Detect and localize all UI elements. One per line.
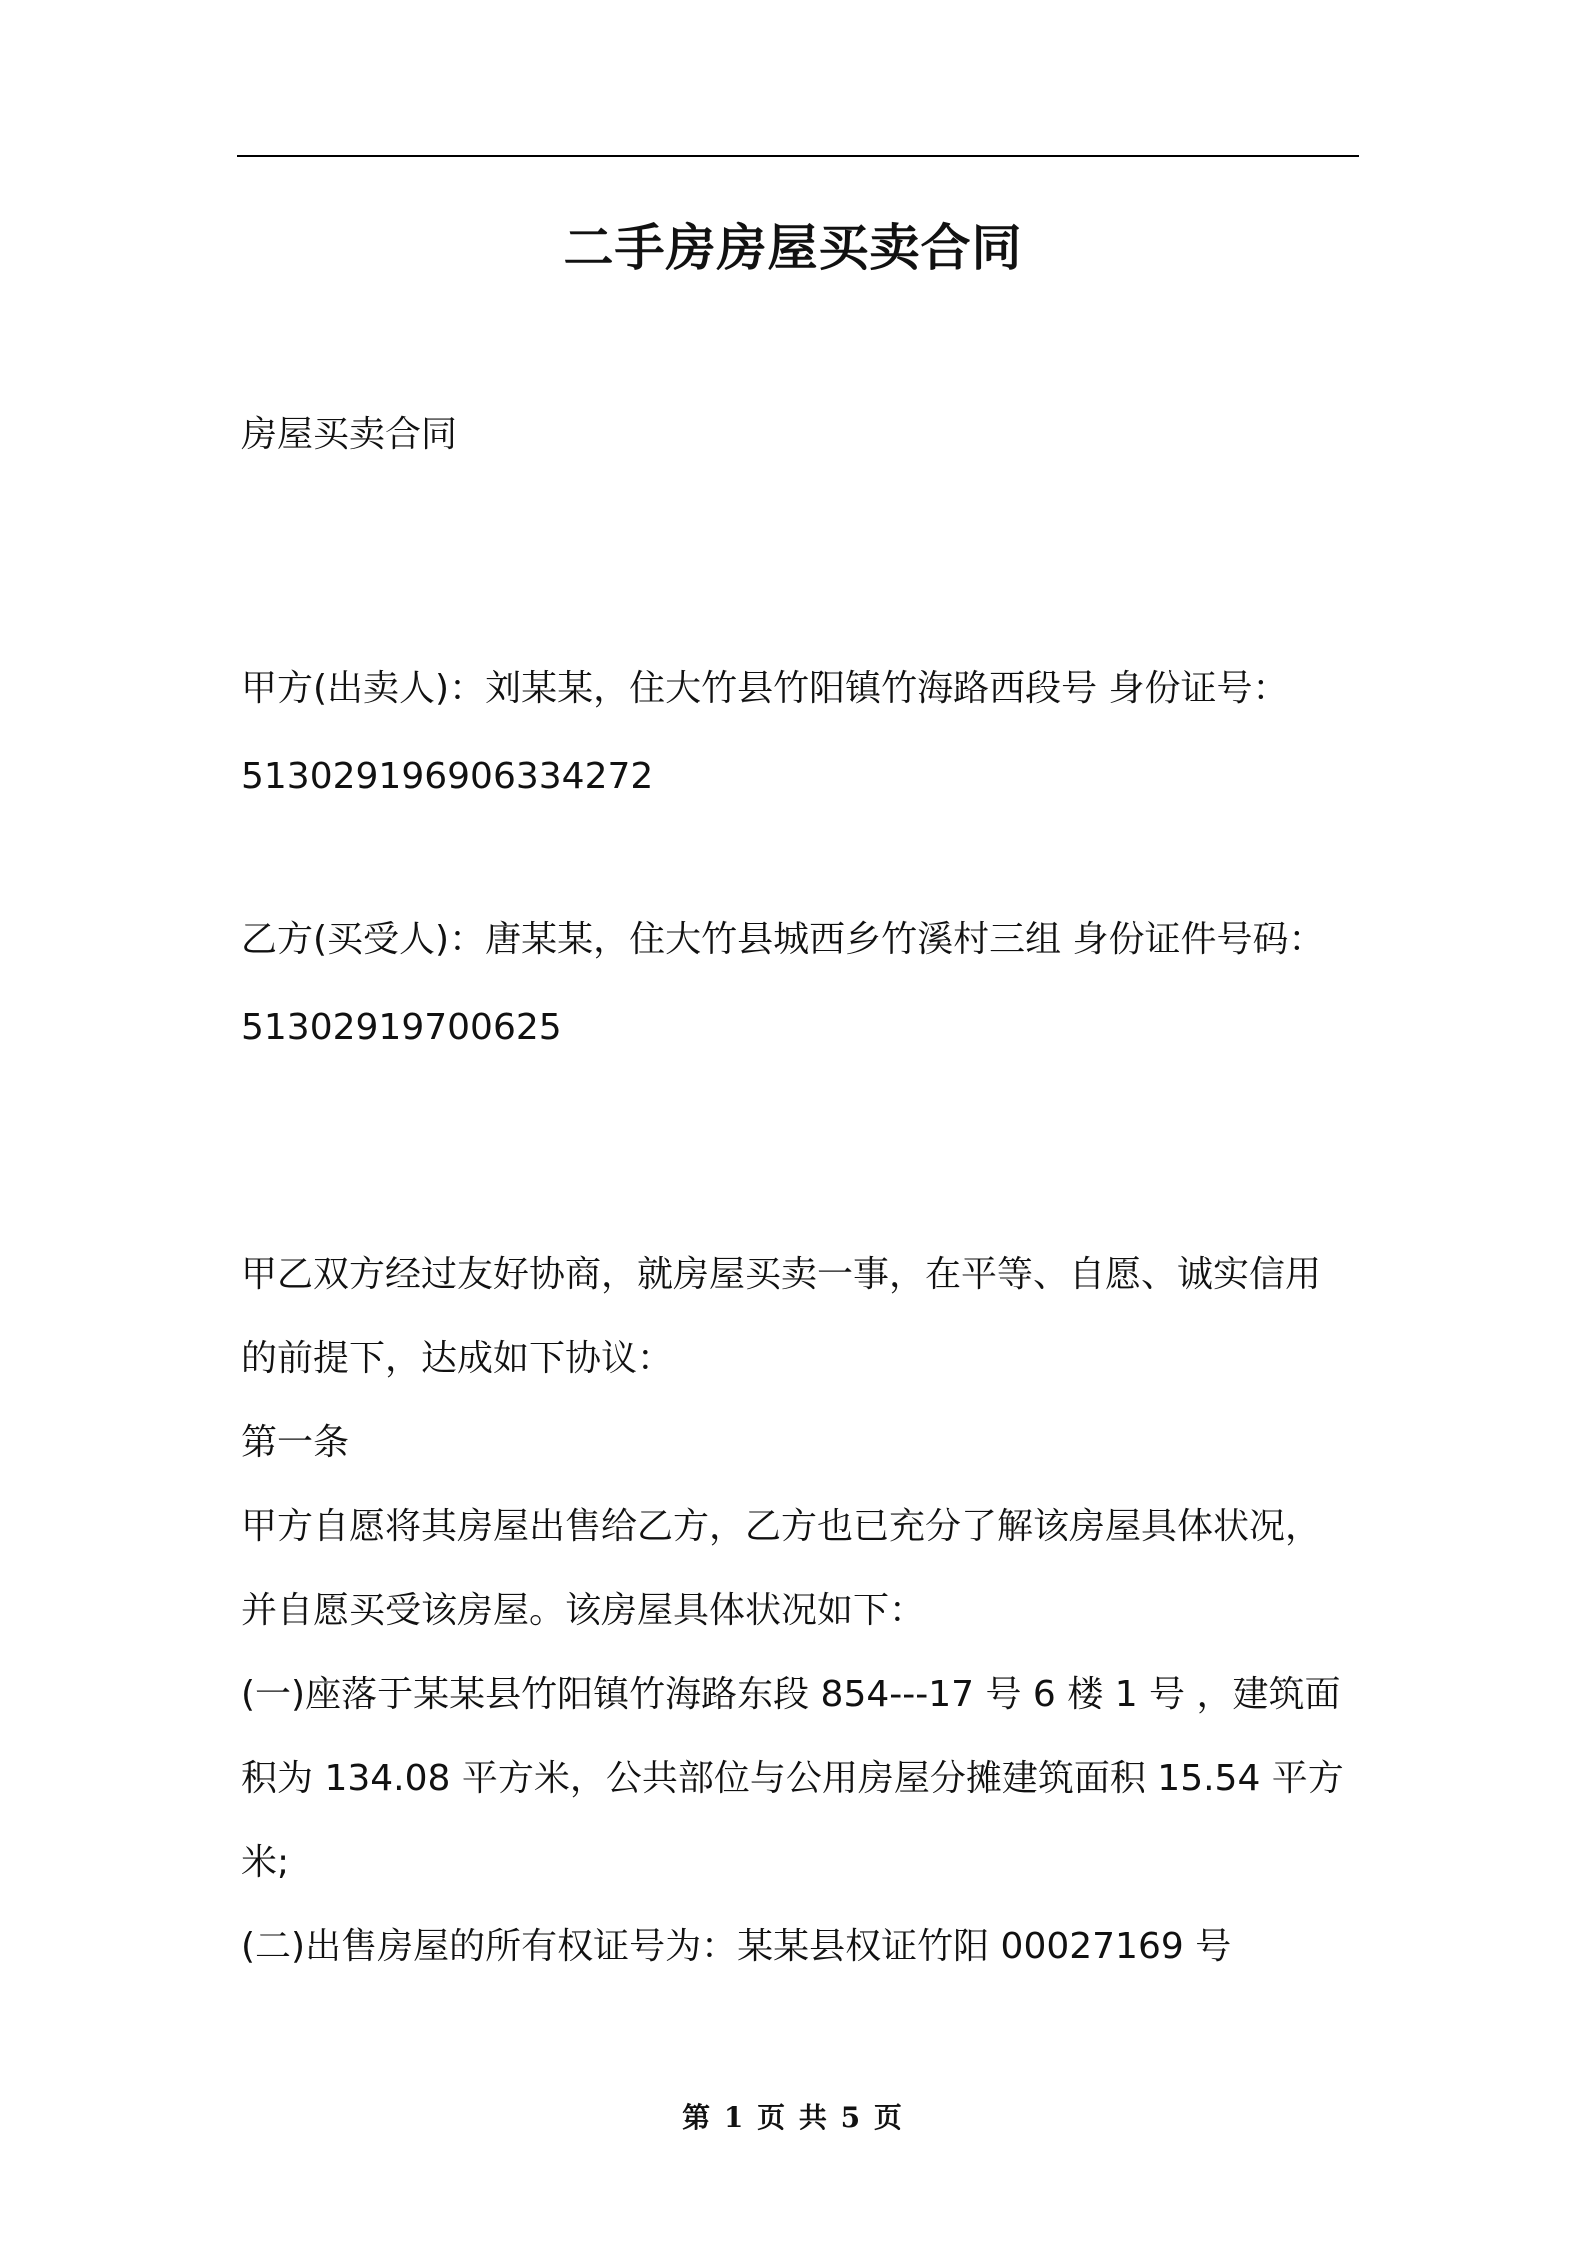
preamble-line-1: 甲乙双方经过友好协商，就房屋买卖一事，在平等、自愿、诚实信用	[241, 1254, 1322, 1295]
article-1-heading: 第一条	[241, 1422, 350, 1463]
document-subtitle: 房屋买卖合同	[241, 414, 458, 455]
seller-line: 甲方(出卖人)：刘某某，住大竹县竹阳镇竹海路西段号 身份证号：	[241, 668, 1289, 709]
header-rule	[237, 155, 1359, 157]
item-1-line-1: (一)座落于某某县竹阳镇竹海路东段 854---17 号 6 楼 1 号 ，建筑面	[241, 1674, 1341, 1715]
document-title: 二手房房屋买卖合同	[563, 219, 1023, 277]
page-number: 第 1 页 共 5 页	[682, 2101, 904, 2134]
item-2-line-1: (二)出售房屋的所有权证号为：某某县权证竹阳 00027169 号	[241, 1926, 1232, 1967]
item-1-line-2: 积为 134.08 平方米，公共部位与公用房屋分摊建筑面积 15.54 平方	[241, 1758, 1344, 1799]
buyer-id: 51302919700625	[241, 1007, 562, 1048]
seller-id: 51302919690633427​2	[241, 756, 654, 797]
buyer-line: 乙方(买受人)：唐某某，住大竹县城西乡竹溪村三组 身份证件号码：	[241, 919, 1325, 960]
article-1-line-2: 并自愿买受该房屋。该房屋具体状况如下：	[241, 1590, 926, 1631]
item-1-line-3: 米;	[241, 1842, 290, 1883]
article-1-line-1: 甲方自愿将其房屋出售给乙方，乙方也已充分了解该房屋具体状况，	[241, 1506, 1322, 1547]
preamble-line-2: 的前提下，达成如下协议：	[241, 1338, 674, 1379]
